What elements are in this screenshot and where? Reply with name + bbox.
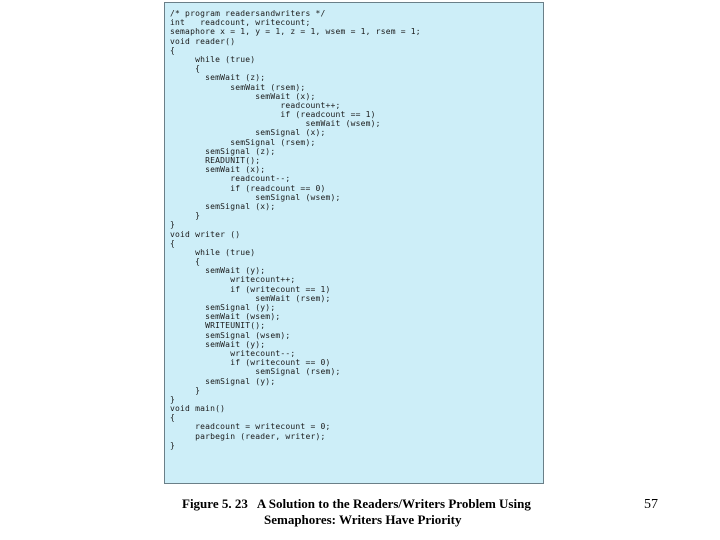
code-line: semSignal (rsem); (170, 367, 341, 377)
code-line: semWait (rsem); (170, 293, 331, 303)
code-line: semaphore x = 1, y = 1, z = 1, wsem = 1, rsem = 1; (170, 27, 421, 37)
page-number: 57 (644, 497, 658, 512)
code-line: parbegin (reader, writer); (170, 431, 326, 441)
code-line: int readcount, writecount; (170, 18, 311, 28)
code-line: } (170, 220, 176, 230)
code-line: semWait (wsem); (170, 312, 281, 322)
code-line: readcount--; (170, 174, 291, 184)
code-listing (170, 9, 421, 450)
code-line: { (170, 64, 201, 74)
code-line: } (170, 394, 176, 404)
code-line: void writer () (170, 229, 241, 239)
figure-caption (182, 496, 602, 528)
code-line: /* program readersandwriters */ (170, 9, 326, 18)
code-line: semWait (y); (170, 339, 266, 349)
code-line: semSignal (x); (170, 201, 276, 211)
code-line: if (writecount == 0) (170, 358, 331, 368)
code-line: semSignal (y); (170, 376, 276, 386)
code-line: readcount++; (170, 100, 341, 110)
code-line: readcount = writecount = 0; (170, 422, 331, 432)
code-line: semWait (x); (170, 165, 266, 175)
caption-line-2: Semaphores: Writers Have Priority (264, 512, 462, 527)
code-line: { (170, 238, 176, 248)
code-line: if (readcount == 0) (170, 183, 326, 193)
code-line: if (writecount == 1) (170, 284, 331, 294)
code-line: } (170, 385, 201, 395)
code-line: { (170, 45, 176, 55)
code-line: { (170, 413, 176, 423)
code-line: if (readcount == 1) (170, 110, 376, 120)
code-line: while (true) (170, 54, 256, 64)
code-line: WRITEUNIT(); (170, 321, 266, 331)
code-line: READUNIT(); (170, 156, 261, 165)
code-line: } (170, 440, 176, 450)
code-line: semSignal (wsem); (170, 192, 341, 202)
code-line: while (true) (170, 247, 256, 257)
code-line: { (170, 257, 201, 267)
code-line: semSignal (rsem); (170, 137, 316, 147)
code-line: semSignal (z); (170, 146, 276, 156)
code-line: semWait (rsem); (170, 82, 306, 92)
code-line: semWait (x); (170, 91, 316, 101)
code-line: void main() (170, 404, 226, 414)
code-line: semSignal (x); (170, 128, 326, 138)
code-line: semWait (z); (170, 73, 266, 83)
caption-line-1: Figure 5. 23 A Solution to the Readers/Writers Problem Using (182, 496, 531, 511)
code-line: semWait (y); (170, 266, 266, 276)
code-line: semSignal (y); (170, 303, 276, 312)
code-line: writecount--; (170, 348, 296, 358)
code-line: semWait (wsem); (170, 119, 381, 129)
code-listing-box (164, 2, 544, 484)
code-line: semSignal (wsem); (170, 330, 291, 340)
code-line: } (170, 211, 201, 221)
code-line: void reader() (170, 36, 236, 46)
code-line: writecount++; (170, 275, 296, 285)
